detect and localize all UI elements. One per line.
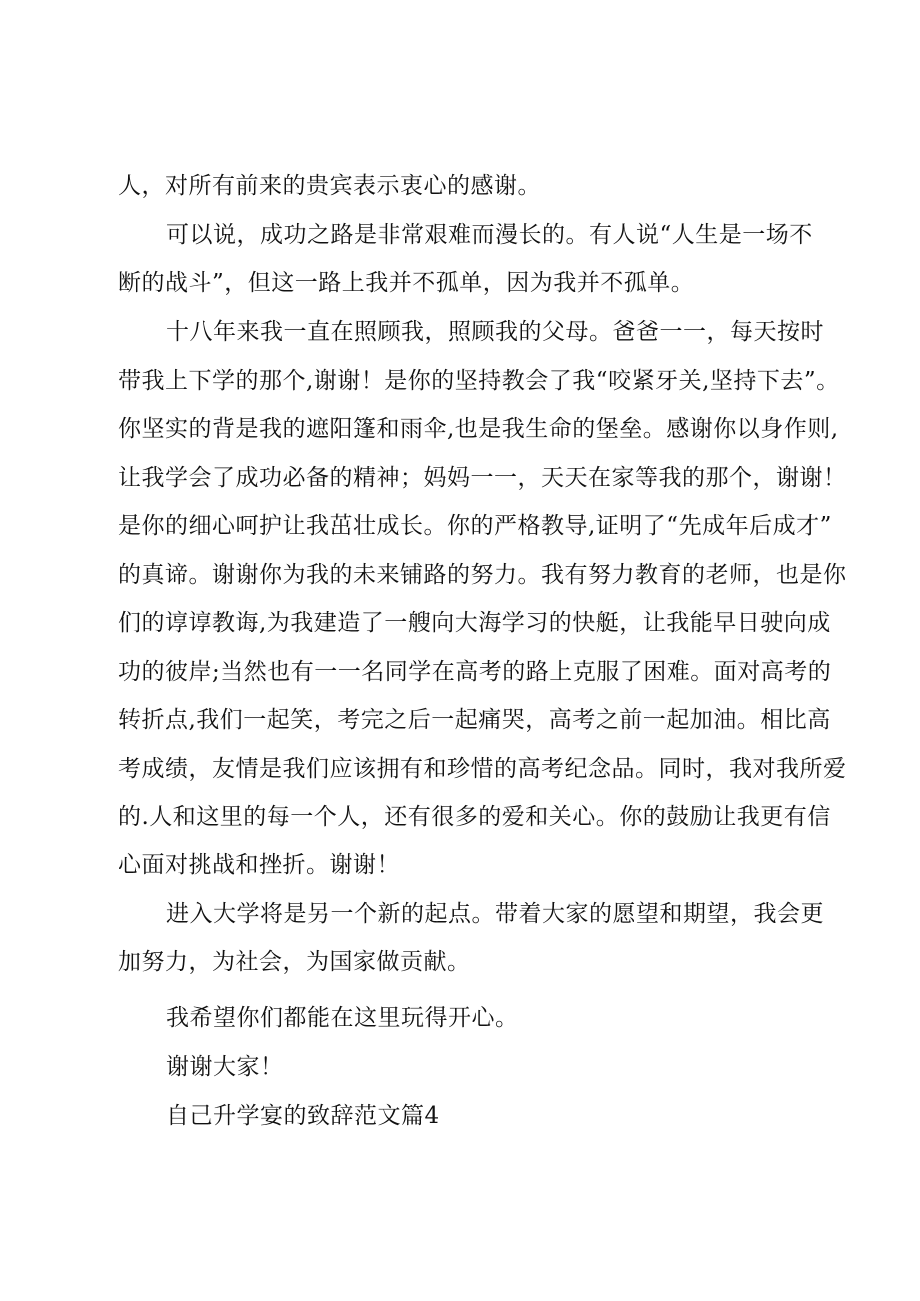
text-line: 心面对挑战和挫折。谢谢！: [118, 852, 400, 878]
text-line: 可以说，成功之路是非常艰难而漫长的。有人说“人生是一场不: [166, 222, 813, 248]
text-line: 你坚实的背是我的遮阳篷和雨伞,也是我生命的堡垒。感谢你以身作则,: [118, 416, 839, 442]
text-line: 是你的细心呵护让我茁壮成长。你的严格教导,证明了“先成年后成才”: [118, 513, 832, 539]
text-line: 进入大学将是另一个新的起点。带着大家的愿望和期望，我会更: [166, 901, 824, 927]
section-heading: 自己升学宴的致辞范文篇4: [166, 1103, 440, 1129]
text-line: 们的谆谆教诲,为我建造了一艘向大海学习的快艇，让我能早日驶向成: [118, 610, 831, 636]
text-line: 转折点,我们一起笑，考完之后一起痛哭，高考之前一起加油。相比高: [118, 707, 831, 733]
text-line: 十八年来我一直在照顾我，照顾我的父母。爸爸一一，每天按时: [166, 319, 824, 345]
text-line: 功的彼岸;当然也有一一名同学在高考的路上克服了困难。面对高考的: [118, 659, 832, 685]
text-line: 谢谢大家！: [166, 1054, 284, 1080]
text-line: 断的战斗”，但这一路上我并不孤单，因为我并不孤单。: [118, 270, 695, 296]
text-line: 考成绩，友情是我们应该拥有和珍惜的高考纪念品。同时，我对我所爱: [118, 756, 847, 782]
text-line: 的.人和这里的每一个人，还有很多的爱和关心。你的鼓励让我更有信: [118, 804, 831, 830]
text-line: 人，对所有前来的贵宾表示衷心的感谢。: [118, 173, 541, 199]
text-line: 带我上下学的那个,谢谢！是你的坚持教会了我“咬紧牙关,坚持下去”。: [118, 368, 840, 394]
text-line: 的真谛。谢谢你为我的未来铺路的努力。我有努力教育的老师，也是你: [118, 562, 847, 588]
text-line: 加努力，为社会，为国家做贡献。: [118, 949, 471, 975]
text-line: 我希望你们都能在这里玩得开心。: [166, 1005, 519, 1031]
text-line: 让我学会了成功必备的精神；妈妈一一，天天在家等我的那个，谢谢！: [118, 465, 847, 491]
